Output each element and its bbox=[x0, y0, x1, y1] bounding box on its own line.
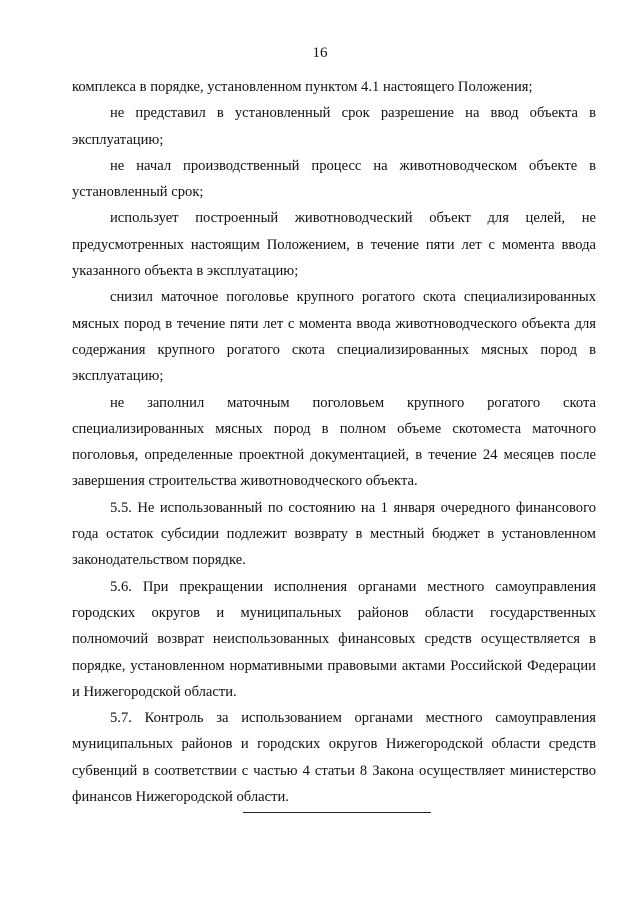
paragraph-reduced-livestock: снизил маточное поголовье крупного рогатого скота специализированных мясных пород в течение пяти лет с момента ввода животноводческого объекта для содержания крупного рогатого скота специализированных мясных пород в эксплуатацию; bbox=[72, 289, 596, 385]
clause-5-7: 5.7. Контроль за использованием органами местного самоуправления муниципальных районов и городских округов Нижегородской области средств субвенций в соответствии с частью 4 статьи 8 Закона осуществляет министерство финансов Нижегородской области. bbox=[72, 710, 596, 806]
document-body bbox=[72, 74, 596, 810]
paragraph-not-filled: не заполнил маточным поголовьем крупного рогатого скота специализированных мясных пород в полном объеме скотоместа маточного поголовья, определенные проектной документацией, в течение 24 месяцев после завершения строительства животноводческого объекта. bbox=[72, 394, 596, 490]
paragraph-no-production: не начал производственный процесс на животноводческом объекте в установленный срок; bbox=[72, 157, 596, 201]
closing-separator-line bbox=[243, 812, 431, 813]
paragraph-no-permit: не представил в установленный срок разрешение на ввод объекта в эксплуатацию; bbox=[72, 105, 596, 148]
paragraph-continuation: комплекса в порядке, установленном пунктом 4.1 настоящего Положения; bbox=[72, 79, 533, 95]
page-number: 16 bbox=[312, 45, 328, 61]
clause-5-6: 5.6. При прекращении исполнения органами местного самоуправления городских округов и муниципальных районов области государственных полномочий возврат неиспользованных финансовых средств осуществляется в порядке, установленном нормативными правовыми актами Российской Федерации и Нижегородской области. bbox=[72, 578, 596, 700]
paragraph-misuse: использует построенный животноводческий объект для целей, не предусмотренных настоящим Положением, в течение пяти лет с момента ввода указанного объекта в эксплуатацию; bbox=[72, 210, 596, 280]
clause-5-5: 5.5. Не использованный по состоянию на 1 января очередного финансового года остаток субсидии подлежит возврату в местный бюджет в установленном законодательством порядке. bbox=[72, 499, 596, 569]
